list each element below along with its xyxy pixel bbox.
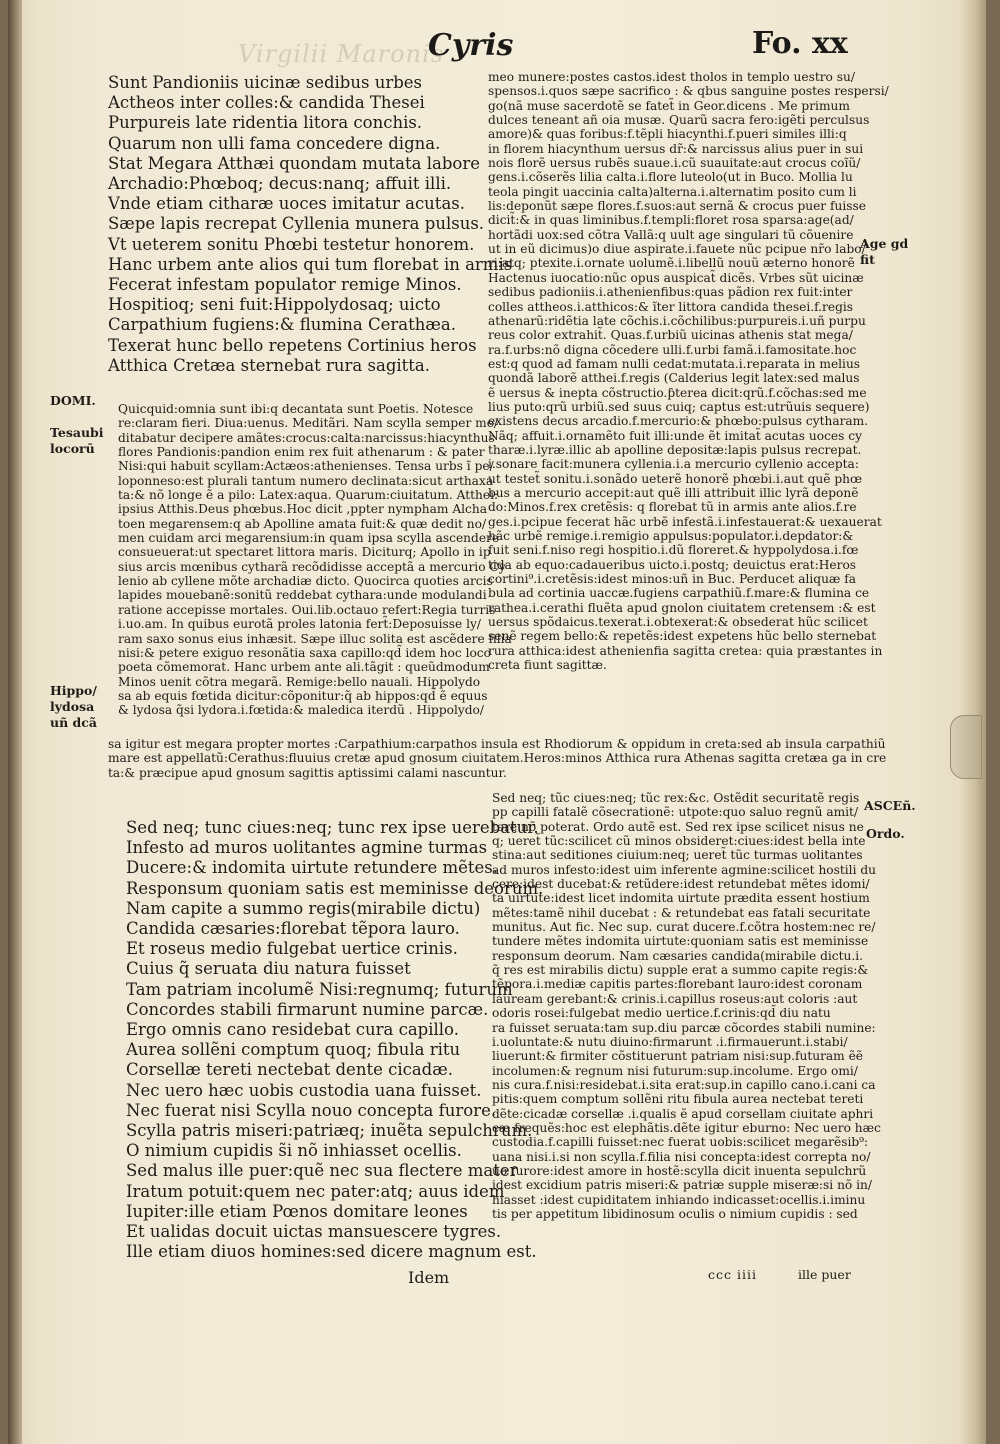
commentary-line: sius arcis mœnibus cytharã recõdidisse acceptã a mercurio Cy — [118, 559, 506, 574]
margin-note-fit: fit — [860, 252, 875, 267]
commentary-line: ut in eũ dicimus)o diue aspirate.i.fauete nũc pcipue nr̃o labo/ — [488, 242, 866, 257]
commentary-line: Nisi:qui habuit scyllam:Actæos:athenienses. Tensa urbs ĩ pe/ — [118, 459, 494, 474]
verse-line: Et roseus medio fulgebat uertice crinis. — [126, 939, 458, 959]
verse-line: Iratum potuit:quem nec pater:atq; auus idem — [126, 1181, 505, 1201]
verse-line: Nec uero hæc uobis custodia uana fuisset. — [126, 1080, 482, 1100]
commentary-full-width — [108, 737, 886, 780]
verse-line: Atthica Cretæa sternebat rura sagitta. — [108, 355, 430, 375]
commentary-line: sa igitur est megara propter mortes :Carpathium:carpathos insula est Rhodiorum & oppidum in creta:sed ab insula carpathiũ — [108, 737, 886, 751]
commentary-line: gens.i.cõserẽs lilia calta.i.flore luteolo(ut in Buco. Mollia lu — [488, 170, 853, 185]
verse-line: Concordes stabili firmarunt numine parcæ. — [126, 999, 489, 1019]
commentary-line: reus color extrahit̃. Quas.f.urbiũ uicinas athenis stat mega/ — [488, 328, 853, 343]
commentary-line: bus a mercurio accepit:aut quẽ illi attribuit illic lyrã deponẽ — [488, 485, 859, 500]
commentary-line: & lydosa q̃si lydora.i.fœtida:& maledica iterdũ . Hippolydo/ — [118, 703, 484, 718]
commentary-line: q̃ res est mirabilis dictu) supple erat a summo capite regis:& — [492, 963, 869, 978]
commentary-line: ipsius Atthis.Deus phœbus.Hoc dicit ,ppter nympham Alcha — [118, 502, 487, 517]
commentary-line: ta:& nõ longe ẽ a pilo: Latex:aqua. Quarum:ciuitatum. Atthei: — [118, 488, 499, 503]
commentary-line: lius puto:qrũ urbiũ.sed suus cuiq; captus est:utrũuis sequere) — [488, 399, 870, 414]
commentary-line: rathea.i.cerathi fluẽta apud gnolon ciuitatem cretensem :& est — [488, 600, 876, 615]
commentary-right-top — [488, 70, 889, 672]
commentary-line: Nãq; affuit.i.ornamẽto fuit illi:unde ẽt imitat̃ acutas uoces cy — [488, 428, 862, 443]
binding-gutter — [8, 0, 22, 1444]
commentary-line: Hactenus iuocatio:nũc opus auspicat̃ dicẽs. Vrbes sũt uicinæ — [488, 270, 864, 285]
verse-line: Iupiter:ille etiam Pœnos domitare leones — [126, 1201, 468, 1221]
commentary-line: uersus spõdaicus.texerat.i.obtexerat:& obsederat hũc scilicet — [488, 615, 868, 630]
show-through-text: Virgilii Maronis — [238, 40, 445, 68]
commentary-line: sa ab equis fœtida dicitur:cõponitur:q̃ ab hippos:qd̃ ẽ equus — [118, 688, 488, 703]
verse-line: Corsellæ tereti nectebat dente cicadæ. — [126, 1060, 453, 1080]
commentary-line: consueuerat:ut spectaret littora maris. Diciturq; Apollo in ip — [118, 545, 491, 560]
commentary-line: athenarũ:ridẽtia late cõchis.i.cõchilibus:purpureis.i.uñ purpu — [488, 313, 866, 328]
commentary-line: ram saxo sonus eius inhæsit. Sæpe illuc solita est ascẽdere filia — [118, 631, 512, 646]
verse-line: Infesto ad muros uolitantes agmine turmas — [126, 838, 488, 858]
commentary-line: quondã laborẽ atthei.f.regis (Calderius legit latex:sed malus — [488, 371, 860, 386]
commentary-line: lauream gerebant:& crinis.i.capillus roseus:aut coloris :aut — [492, 991, 858, 1006]
commentary-line: liuerunt:& firmiter cõstituerunt patriam nisi:sup.futuram ẽẽ — [492, 1049, 864, 1064]
commentary-line: creta fiunt sagittæ. — [488, 658, 607, 673]
commentary-line: nisi:& petere exiguo resonãtia saxa capillo:qd̃ idem hoc loco — [118, 645, 491, 660]
commentary-line: dẽte:cicadæ corsellæ .i.qualis ẽ apud corsellam ciuitate aphri — [492, 1106, 874, 1121]
commentary-line: cortini⁹.i.cretẽsis:idest minos:uñ in Buc. Perducet aliquæ fa — [488, 572, 857, 587]
commentary-line: lapides mouebanẽ:sonitũ reddebat cythara:unde modulandi — [118, 588, 487, 603]
commentary-line: incolumen:& regnum nisi futurum:sup.incolume. Ergo omi/ — [492, 1063, 858, 1078]
commentary-line: pitis:quem comptum sollẽni ritu fibula aurea nectebat tereti — [492, 1092, 864, 1107]
commentary-line: lis:deponũt sæpe flores.f.suos:aut sernã & crocus puer fuisse — [488, 199, 866, 214]
margin-note-lydosa: lydosa — [50, 699, 95, 714]
verse-line: Sed malus ille puer:quẽ nec sua flectere mater — [126, 1161, 518, 1181]
commentary-line: hãc urbẽ remige.i.remigio appulsus:populator.i.depdator:& — [488, 529, 854, 543]
commentary-line: mẽtes:tamẽ nihil ducebat : & retundebat eas fatali securitate — [492, 905, 871, 920]
verse-line: Sunt Pandioniis uicinæ sedibus urbes — [108, 73, 423, 92]
commentary-line: flores Pandionis:pandion enim rex fuit athenarum : & pater — [118, 445, 485, 460]
verse-line: Hanc urbem ante alios qui tum florebat in armis — [108, 254, 513, 274]
commentary-right-bottom — [492, 791, 881, 1221]
commentary-line: pp capilli fatalẽ cõsecrationẽ: utpote:quo saluo regnũ amit/ — [492, 805, 859, 820]
verse-line: Responsum quoniam satis est meminisse deorum. — [126, 878, 544, 898]
commentary-line: rura atthica:idest athenienfia sagitta cretea: quia præstantes in — [488, 643, 883, 658]
commentary-line: bula ad cortinia uaccæ.fugiens carpathiũ.f.mare:& flumina ce — [488, 586, 870, 601]
signature-mark: ccc iiii — [708, 1267, 757, 1282]
commentary-line: do:Minos.f.rex cretẽsis: q florebat tũ in armis ante alios.f.re — [488, 500, 857, 515]
verse-line: Vt ueterem sonitu Phœbi testetur honorem. — [108, 234, 475, 254]
commentary-line: ad muros infesto:idest uim inferente agmine:scilicet hostili du — [492, 862, 876, 877]
commentary-line: mare est appellatũ:Cerathus:fluuius cretæ apud gnosum ciuitatem.Heros:minos Atthica rura Athenas sagitta cretæa ga in cre — [108, 751, 887, 766]
commentary-line: spensos.i.quos sæpe sacrifico : & qbus sanguine postes respersi/ — [488, 84, 889, 99]
verse-line: Sæpe lapis recrepat Cyllenia munera pulsus. — [108, 214, 485, 234]
verse-line: Ergo omnis cano residebat cura capillo. — [126, 1020, 459, 1040]
commentary-line: i.sonare facit:munera cyllenia.i.a mercurio cyllenio accepta: — [488, 457, 859, 472]
commentary-line: ges.i.pcipue fecerat hãc urbẽ infestã.i.infestauerat:& uexauerat — [488, 514, 882, 529]
margin-note-ascen: ASCEñ. — [864, 798, 916, 813]
commentary-left — [118, 402, 512, 718]
commentary-line: teola pingit uaccinia calta)alterna.i.alternatim posito cum li — [488, 184, 857, 199]
commentary-line: odoris rosei:fulgebat medio uertice.f.crinis:qd̃ diu natu — [492, 1006, 831, 1021]
commentary-line: poeta cõmemorat. Hanc urbem ante ali.tãgit : queũdmodum — [118, 660, 490, 675]
verse-line: Cuius q̃ seruata diu natura fuisset — [126, 959, 411, 979]
commentary-line: hiasset :idest cupiditatem inhiando indicasset:ocellis.i.iminu — [492, 1192, 866, 1207]
verse-block-top — [108, 73, 512, 376]
verse-line: Nam capite a summo regis(mirabile dictu) — [126, 898, 481, 918]
verse-line: Texerat hunc bello repetens Cortinius heros — [108, 335, 477, 355]
verse-line: Sed neq; tunc ciues:neq; tunc rex ipse uerebatur. — [126, 818, 539, 837]
commentary-line: existens decus arcadio.f.mercurio:& phœbo:pulsus cytharam. — [488, 414, 869, 429]
commentary-line: i.uo.am. In quibus eurotã proles latonia fert̃:Deposuisse ly/ — [118, 617, 481, 632]
verse-line: Quarum non ulli fama concedere digna. — [108, 133, 441, 153]
verse-line: Carpathium fugiens:& flumina Cerathæa. — [108, 315, 456, 335]
commentary-line: est:q quod ad famam nulli cedat:mutata.i.reparata in melius — [488, 356, 861, 371]
commentary-line: tis per appetitum libidinosum oculis o nimium cupidis : sed — [492, 1206, 858, 1221]
verse-catchword: Idem — [408, 1268, 450, 1287]
margin-note-ordo: Ordo. — [866, 826, 905, 841]
verse-line: Scylla patris miseri:patriæq; inuẽta sepulchrum. — [126, 1121, 533, 1141]
commentary-line: sedibus padioniis.i.athenienfibus:quas pãdion rex fuit:inter — [488, 285, 853, 300]
verse-block-bottom — [126, 818, 543, 1262]
commentary-line: nois florẽ uersus rubẽs suaue.i.cũ suauitate:aut crocus coĩũ/ — [488, 156, 861, 171]
verse-line: Stat Megara Atthæi quondam mutata labore — [108, 153, 480, 173]
verse-line: Nec fuerat nisi Scylla nouo concepta furore. — [126, 1100, 497, 1120]
verse-line: Et ualidas docuit uictas mansuescere tygres. — [126, 1222, 502, 1242]
page-clip — [950, 715, 982, 779]
commentary-line: hortãdi uox:sed cõtra Vallã:q uult age singulari tũ cõuenire — [488, 227, 854, 242]
commentary-line: ta uirtute:idest licet indomita uirtute prædita essent hostium — [492, 891, 870, 906]
commentary-line: meo munere:postes castos.idest tholos in templo uestro su/ — [488, 70, 855, 84]
commentary-line: responsum deorum. Nam cæsaries candida(mirabile dictu.i. — [492, 948, 863, 963]
verse-line: Aurea sollẽni comptum quoq; fibula ritu — [126, 1040, 461, 1060]
commentary-line: fuit seni.f.niso regi hospitio.i.dũ floreret.& hyppolydosa.i.fœ — [488, 543, 859, 558]
commentary-line: senẽ regem bello:& repetẽs:idest expetens hũc bello sternebat — [488, 629, 877, 644]
commentary-line: ut testet̃ sonitu.i.sonãdo ueterẽ honorẽ phœbi.i.aut quẽ phœ — [488, 471, 863, 486]
commentary-line: ta:& præcipue apud gnosum sagittis aptissimi calami nascuntur. — [108, 765, 507, 780]
commentary-line: loponneso:est plurali tantum numero declinata:sicut arthaxa — [118, 473, 494, 488]
commentary-line: cæ frequẽs:hoc est elephãtis.dẽte igitur eburno: Nec uero hæc — [492, 1120, 881, 1135]
commentary-line: tundere mẽtes indomita uirtute:quoniam satis est meminisse — [492, 934, 869, 949]
verse-line: Ille etiam diuos homines:sed dicere magnum est. — [126, 1242, 537, 1262]
commentary-line: dulces teneant añ oia musæ. Quarũ sacra fero:igẽti perculsus — [488, 113, 870, 128]
commentary-line: ẽ uersus & inepta cõstructio.ƥterea dicit:qrũ.f.cõchas:sed me — [488, 385, 867, 400]
commentary-line: ratione accepisse mortales. Oui.lib.octauo refert:Regia turris — [118, 602, 496, 617]
commentary-line: uo furore:idest amore in hostẽ:scylla dicit inuenta sepulchrũ — [492, 1163, 867, 1178]
catchword: ille puer — [798, 1267, 851, 1282]
commentary-line: tharæ.i.lyræ.illic ab apolline depositæ:lapis pulsus recrepat. — [488, 442, 862, 457]
commentary-line: go(nã muse sacerdotẽ se fatet̃ in Geor.dicens . Me primum — [488, 98, 850, 113]
verse-line: Ducere:& indomita uirtute retundere mẽtes. — [126, 858, 499, 878]
commentary-line: men cuidam arci megarensium:in quam ipsa scylla ascendere — [118, 531, 500, 546]
verse-line: Candida cæsaries:florebat tẽpora lauro. — [126, 919, 460, 939]
margin-note-tesaubi: Tesaubi — [50, 425, 104, 440]
running-title: Cyris — [428, 28, 514, 63]
commentary-line: lenio ab cyllene mõte archadiæ dicto. Quocirca quoties arcis — [118, 574, 493, 589]
commentary-line: custodia.f.capilli fuisset:nec fuerat uobis:scilicet megarẽsib⁹: — [492, 1135, 869, 1150]
commentary-line: stina:aut seditiones ciuium:neq; ueret̃ tũc turmas uolitantes — [492, 848, 863, 863]
margin-note-locorum: locorū — [50, 441, 95, 456]
verse-line: Fecerat infestam populator remige Minos. — [108, 275, 462, 295]
commentary-line: dicit̃:& in quas liminibus.f.templi:floret rosa sparsa:age(ad/ — [488, 213, 854, 228]
commentary-line: tere nõ poterat. Ordo autẽ est. Sed rex ipse scilicet nisus ne — [492, 819, 864, 834]
commentary-line: Sed neq; tũc ciues:neq; tũc rex:&c. Ostẽdit securitatẽ regis — [492, 791, 860, 805]
commentary-line: cere:idest ducebat:& retũdere:idest retundebat mẽtes idomi/ — [492, 877, 870, 892]
commentary-line: ra.f.urbs:nõ digna cõcedere ulli.f.urbi famã.i.famositate.hoc — [488, 342, 857, 357]
verse-line: Tam patriam incolumẽ Nisi:regnumq; futurum — [126, 979, 513, 999]
margin-note-age: Age gd — [860, 236, 909, 251]
verse-line: Hospitioq; seni fuit:Hippolydosaq; uicto — [108, 295, 441, 315]
commentary-line: munitus. Aut fic. Nec sup. curat ducere.f.cõtra hostem:nec re/ — [492, 920, 876, 935]
commentary-line: uana nisi.i.si non scylla.f.filia nisi concepta:idest correpta no/ — [492, 1149, 871, 1164]
commentary-line: tẽpora.i.mediæ capitis partes:florebant lauro:idest coronam — [492, 977, 863, 992]
commentary-line: amore)& quas foribus:f.tẽpli hiacynthi.f.pueri similes illi:q — [488, 127, 847, 142]
book-page — [8, 0, 986, 1444]
commentary-line: colles attheos.i.atthicos:& ĩter littora candida thesei.f.regis — [488, 299, 854, 314]
margin-note-hippo: Hippo/ — [50, 683, 97, 698]
folio-number: Fo. xx — [752, 26, 848, 61]
commentary-line: nis cura.f.nisi:residebat.i.sita erat:sup.in capillo cano.i.cani ca — [492, 1077, 876, 1092]
verse-line: O nimium cupidis s̃i nõ inhiasset ocellis. — [126, 1141, 462, 1161]
commentary-line: ditabatur decipere amãtes:crocus:calta:narcissus:hiacynthus — [118, 430, 495, 445]
commentary-line: in florem hiacynthum uersus dr̃:& narcissus alius puer in sui — [488, 141, 864, 156]
commentary-line: Quicquid:omnia sunt ibi:q decantata sunt Poetis. Notesce — [118, 402, 474, 416]
commentary-line: q; ueret̃ tũc:scilicet cũ minos obsideret:ciues:idest bella inte — [492, 834, 866, 849]
verse-line: Vnde etiam citharæ uoces imitatur acutas. — [108, 194, 465, 214]
commentary-line: i.uoluntate:& nutu diuino:firmarunt .i.firmauerunt.i.stabi/ — [492, 1034, 848, 1049]
margin-note-domi: DOMI. — [50, 393, 96, 408]
commentary-line: ri:atq; ptexite.i.ornate uolumẽ.i.libellũ nouũ æterno honorẽ — [488, 256, 855, 271]
commentary-line: Minos uenit cõtra megarã. Remige:bello nauali. Hippolydo — [118, 674, 481, 689]
verse-line: Purpureis late ridentia litora conchis. — [108, 113, 423, 133]
commentary-line: idest excidium patris miseri:& patriæ supple miseræ:si nõ in/ — [492, 1178, 872, 1193]
verse-line: Actheos inter colles:& candida Thesei — [108, 93, 425, 113]
commentary-line: tida ab equo:cadaueribus uicto.i.postq; deuictus erat:Heros — [488, 557, 857, 572]
margin-note-unde: uñ dcã — [50, 715, 97, 730]
commentary-line: ra fuisset seruata:tam sup.diu parcæ cõcordes stabili numine: — [492, 1020, 876, 1035]
commentary-line: toen megarensem:q ab Apolline amata fuit:& quæ dedit no/ — [118, 516, 487, 531]
verse-line: Archadio:Phœboq; decus:nanq; affuit illi. — [108, 174, 452, 194]
commentary-line: re:claram fieri. Diua:uenus. Meditãri. Nam scylla semper me/ — [118, 416, 499, 431]
